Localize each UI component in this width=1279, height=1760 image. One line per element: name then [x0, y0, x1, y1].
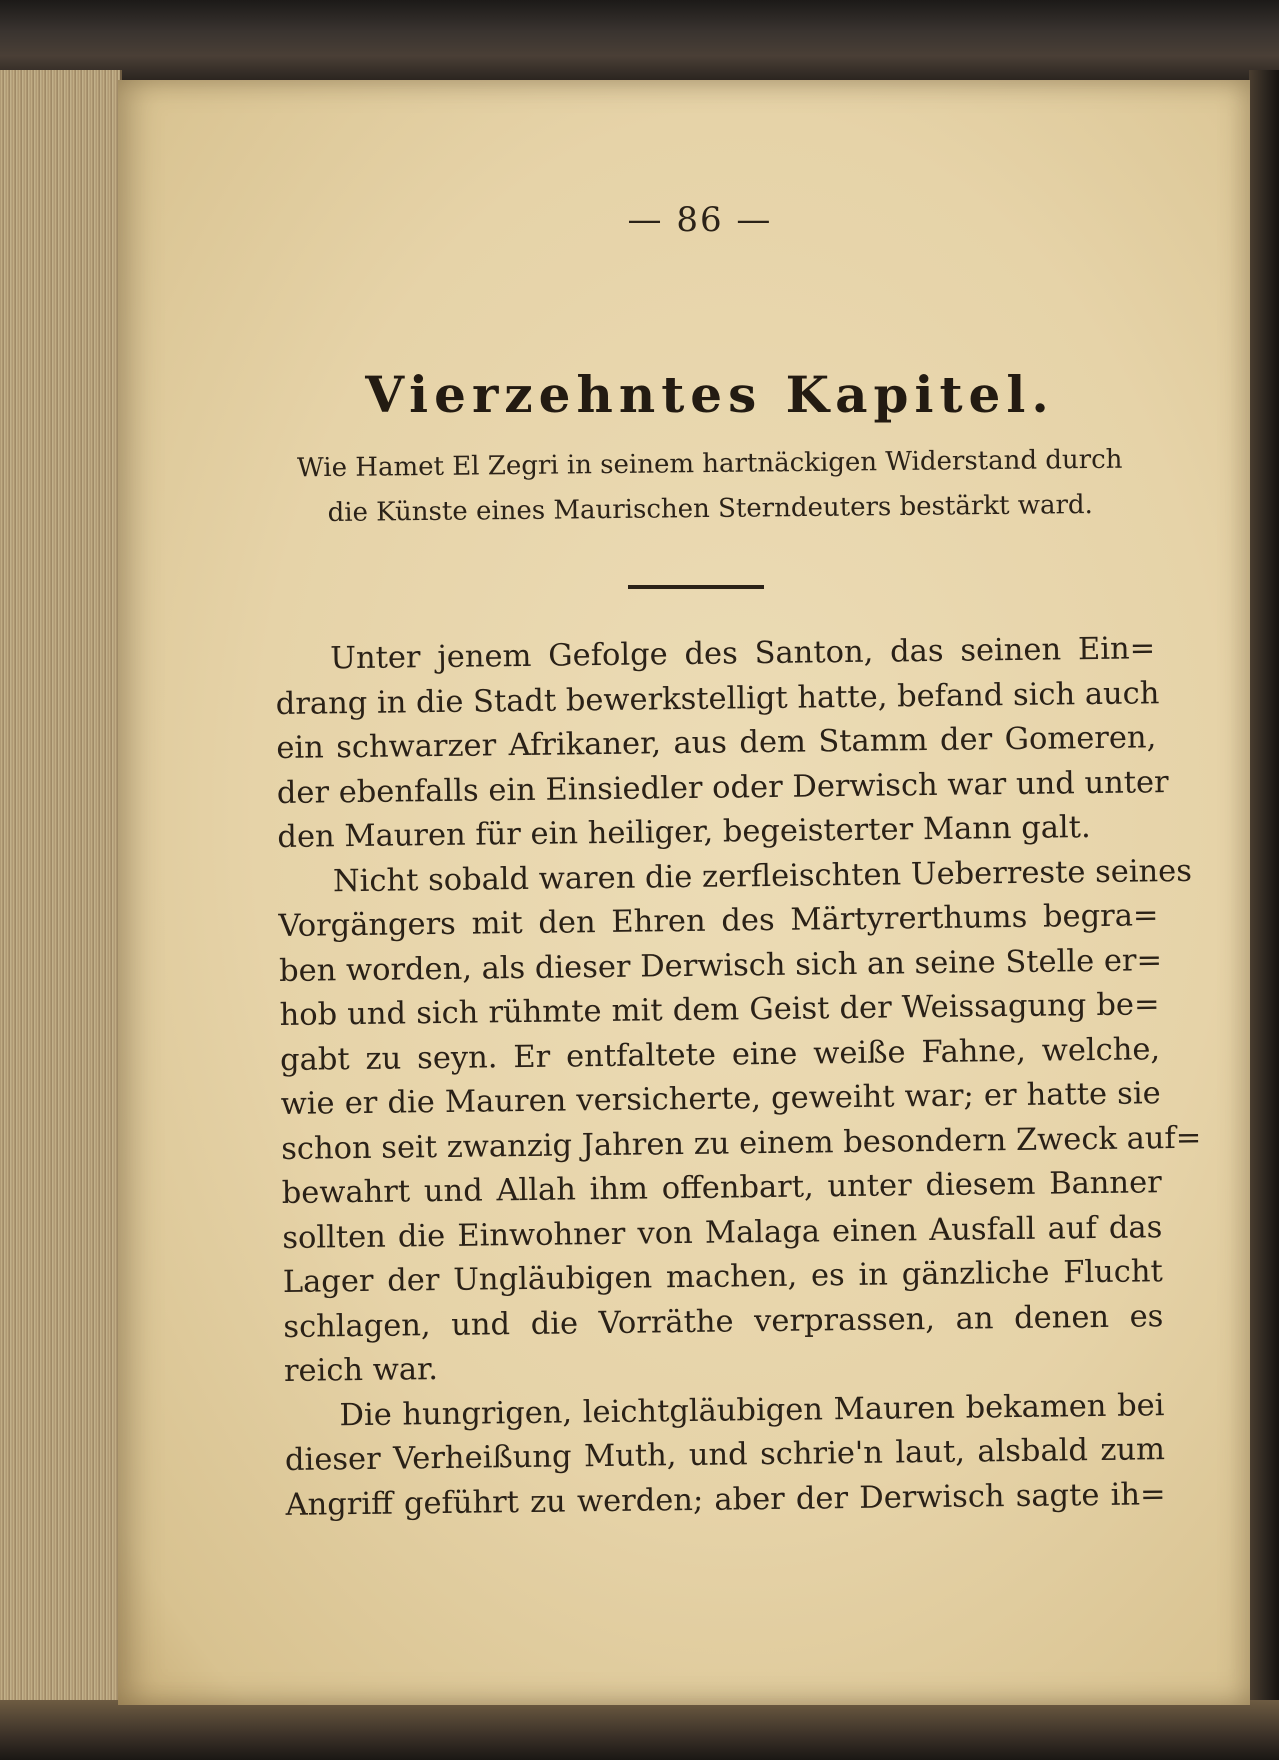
text-line: dieser Verheißung Muth, und schrie'n laut, alsbald zum [284, 1432, 1166, 1478]
text-line: den Mauren für ein heiliger, begeisterter Mann galt. [277, 810, 1091, 855]
text-line: schon seit zwanzig Jahren zu einem besondern Zweck auf= [281, 1120, 1202, 1167]
book-binding-bottom [0, 1700, 1279, 1760]
chapter-title: Vierzehntes Kapitel. [365, 365, 1055, 424]
chapter-subtitle-line: Wie Hamet El Zegri in seinem hartnäckigen Widerstand durch [296, 444, 1123, 484]
page-number: — 86 — [627, 200, 773, 240]
chapter-subtitle [275, 437, 1146, 536]
book-right-edge [1249, 70, 1279, 1710]
text-line: sollten die Einwohner von Malaga einen Ausfall auf das [282, 1209, 1163, 1256]
text-line: Angriff geführt zu werden; aber der Derwisch sagte ih= [285, 1476, 1166, 1523]
text-line: ein schwarzer Afrikaner, aus dem Stamm der Gomeren, [276, 720, 1157, 766]
text-line: hob und sich rühmte mit dem Geist der Weissagung be= [279, 987, 1160, 1033]
chapter-divider-rule [628, 585, 764, 589]
text-line: ben worden, als dieser Derwisch sich an seine Stelle er= [278, 942, 1163, 989]
chapter-body-text [275, 627, 1202, 1528]
chapter-subtitle-line: die Künste eines Maurischen Sterndeuters bestärkt ward. [327, 489, 1094, 529]
text-line: der ebenfalls ein Einsiedler oder Derwisch war und unter [276, 764, 1169, 811]
text-line: wie er die Mauren versicherte, geweiht war; er hatte sie [280, 1076, 1161, 1122]
text-line: Lager der Ungläubigen machen, es in gänzliche Flucht [282, 1254, 1164, 1300]
text-line: drang in die Stadt bewerkstelligt hatte, befand sich auch [275, 675, 1160, 722]
text-line: Vorgängers mit den Ehren des Märtyrerthums begra= [278, 898, 1159, 944]
text-line: Unter jenem Gefolge des Santon, das seinen Ein= [330, 631, 1156, 677]
book-binding-top [0, 0, 1279, 80]
text-line: Nicht sobald waren die zerfleischten Ueberreste seines [332, 853, 1193, 899]
text-line: Die hungrigen, leichtgläubigen Mauren bekamen bei [339, 1387, 1165, 1433]
text-line: schlagen, und die Vorräthe verprassen, an denen es [283, 1298, 1164, 1345]
text-line: bewahrt und Allah ihm offenbart, unter diesem Banner [281, 1165, 1162, 1211]
text-line: gabt zu seyn. Er entfaltete eine weiße Fahne, welche, [279, 1031, 1161, 1078]
text-line: reich war. [283, 1352, 439, 1389]
page-stack-edges [0, 70, 122, 1720]
